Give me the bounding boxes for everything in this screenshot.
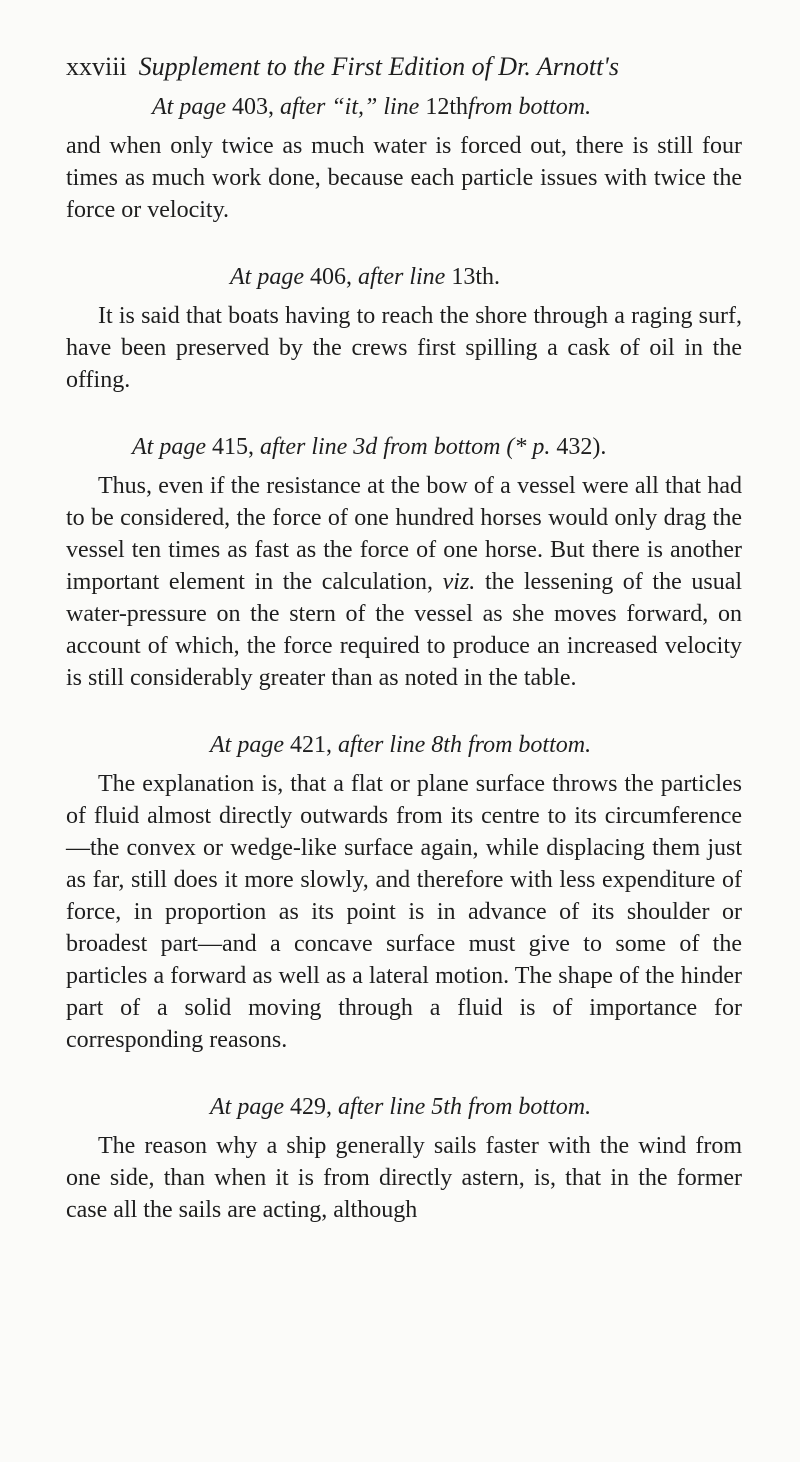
- running-head: [66, 50, 742, 84]
- section-body: The explanation is, that a flat or plane surface throws the particles of fluid almost directly outwards from its centre to its circumference—the convex or wedge-like surface again, while displacing them just as far, still does it more slowly, and therefore with less expenditure of force, in proportion as its point is in advance of its shoulder or broadest part—and a concave surface must give to some of the particles a forward as well as a lateral motion. The shape of the hinder part of a solid moving through a fluid is of importance for corresponding reasons.: [66, 771, 742, 1053]
- heading-rest: after line 5th from bottom.: [337, 1094, 592, 1120]
- page: [66, 50, 742, 1226]
- body-text: the lessening of the usual water-pressure on the stern of the vessel as she moves forward, on account of which, the force required to produce an increased velocity is still considerably greater than as noted in the table.: [66, 569, 743, 691]
- section-heading: [66, 430, 742, 464]
- running-title: Supplement to the First Edition of Dr. Arnott's: [138, 52, 619, 81]
- page-folio: xxviii: [66, 52, 127, 81]
- body-text: Thus, even if the resistance at the bow of a vessel were all that had to be considered, the force of one hundred horses would only drag the vessel ten times as fast as the force of one horse. But there is another important element in the calculation,: [66, 473, 742, 595]
- heading-prefix: At page: [132, 434, 206, 460]
- section-body: [66, 470, 742, 694]
- heading-rest: after line: [357, 264, 446, 290]
- heading-num: 12th: [425, 94, 469, 120]
- body-italic: viz.: [442, 569, 476, 595]
- heading-prefix: At page: [210, 1094, 284, 1120]
- section-body: and when only twice as much water is forced out, there is still four times as much work done, because each particle issues with twice the force or velocity.: [66, 133, 742, 223]
- heading-page: 406,: [309, 264, 352, 290]
- heading-rest: after line 3d from bottom (* p.: [259, 434, 551, 460]
- section-body: The reason why a ship generally sails faster with the wind from one side, than when it is from directly astern, is, that in the former case all the sails are acting, although: [66, 1133, 742, 1223]
- heading-tail: from bottom.: [468, 94, 592, 120]
- heading-prefix: At page: [152, 94, 226, 120]
- heading-rest: after “it,” line: [279, 94, 420, 120]
- heading-num: 13th.: [451, 264, 500, 290]
- section-heading: [66, 728, 742, 762]
- heading-page: 421,: [289, 732, 332, 758]
- section-heading: [66, 90, 742, 124]
- heading-page: 415,: [211, 434, 254, 460]
- section-body: It is said that boats having to reach the shore through a raging surf, have been preserved by the crews first spilling a cask of oil in the offing.: [66, 303, 742, 393]
- heading-num: 432).: [556, 434, 607, 460]
- heading-page: 403,: [231, 94, 274, 120]
- section-heading: [66, 260, 742, 294]
- heading-prefix: At page: [230, 264, 304, 290]
- heading-prefix: At page: [210, 732, 284, 758]
- heading-rest: after line 8th from bottom.: [337, 732, 592, 758]
- section-heading: [66, 1090, 742, 1124]
- heading-page: 429,: [289, 1094, 332, 1120]
